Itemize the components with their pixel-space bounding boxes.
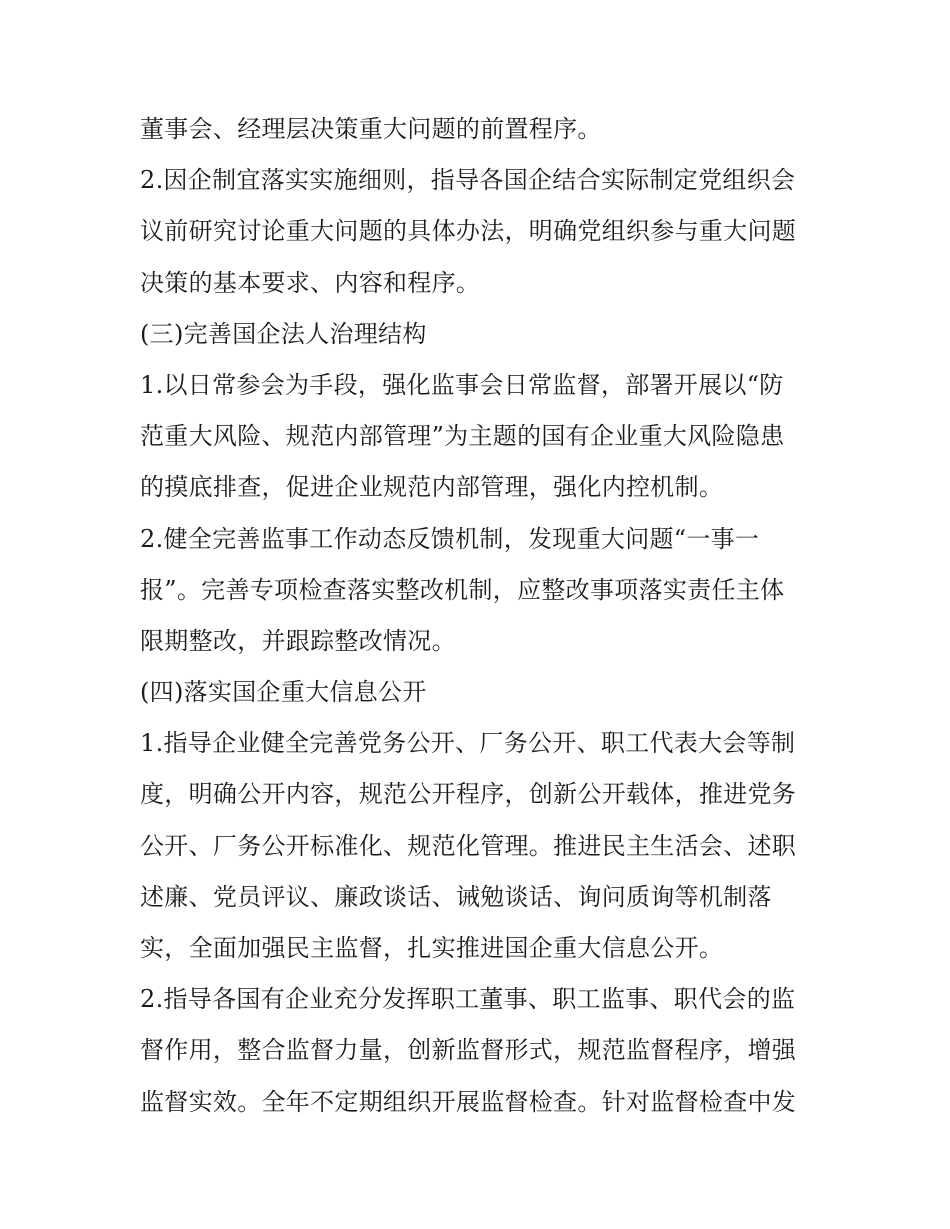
- section-heading: (三)完善国企法人治理结构: [140, 319, 427, 348]
- text-line: 决策的基本要求、内容和程序。: [140, 268, 481, 297]
- text-line: 2.指导各国有企业充分发挥职工董事、职工监事、职代会的监: [140, 985, 796, 1014]
- text-line: 督作用，整合监督力量，创新监督形式，规范监督程序，增强: [140, 1036, 797, 1065]
- text-line: 公开、厂务公开标准化、规范化管理。推进民主生活会、述职: [140, 831, 797, 860]
- text-line: 范重大风险、规范内部管理”为主题的国有企业重大风险隐患: [140, 422, 785, 451]
- text-line: 限期整改，并跟踪整改情况。: [140, 626, 456, 655]
- text-line: 董事会、经理层决策重大问题的前置程序。: [140, 115, 602, 143]
- text-line: 1.指导企业健全完善党务公开、厂务公开、职工代表大会等制: [140, 729, 796, 758]
- text-line: 监督实效。全年不定期组织开展监督检查。针对监督检查中发: [140, 1087, 797, 1116]
- text-line: 度，明确公开内容，规范公开程序，创新公开载体，推进党务: [140, 780, 797, 809]
- text-line: 2.因企制宜落实实施细则，指导各国企结合实际制定党组织会: [140, 166, 796, 195]
- text-line: 2.健全完善监事工作动态反馈机制，发现重大问题“一事一: [140, 524, 760, 553]
- text-line: 议前研究讨论重大问题的具体办法，明确党组织参与重大问题: [140, 217, 797, 246]
- document-body: [140, 104, 820, 1128]
- text-line: 的摸底排查，促进企业规范内部管理，强化内控机制。: [140, 473, 724, 502]
- section-heading: (四)落实国企重大信息公开: [140, 678, 427, 707]
- text-line: 报”。完善专项检查落实整改机制，应整改事项落实责任主体: [140, 575, 785, 604]
- text-line: 实，全面加强民主监督，扎实推进国企重大信息公开。: [140, 934, 724, 962]
- text-line: 述廉、党员评议、廉政谈话、诫勉谈话、询问质询等机制落: [140, 882, 772, 911]
- text-line: 1.以日常参会为手段，强化监事会日常监督，部署开展以“防: [140, 370, 784, 399]
